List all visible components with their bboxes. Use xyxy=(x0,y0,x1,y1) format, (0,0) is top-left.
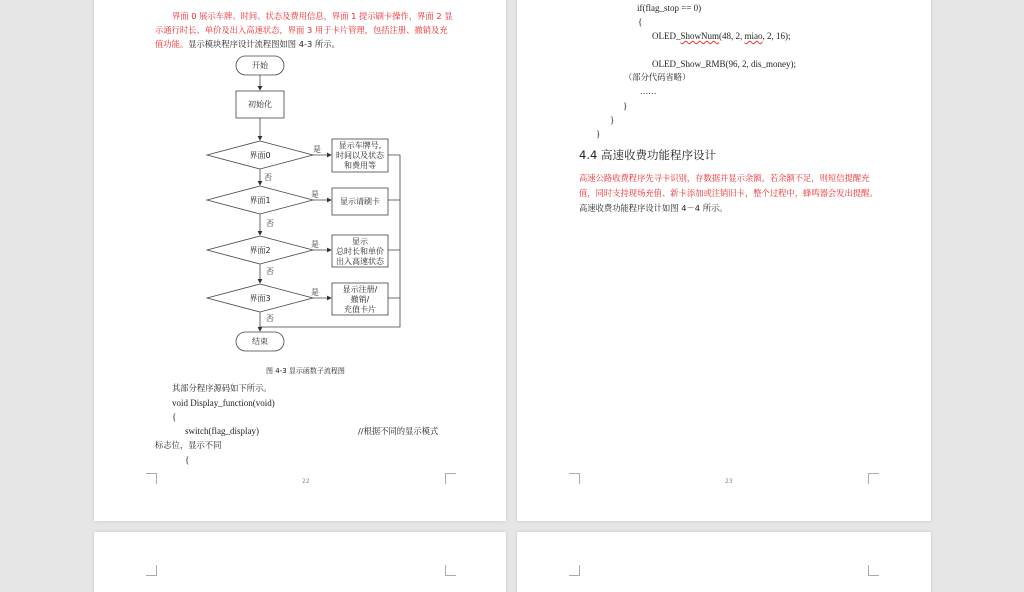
code-line: } xyxy=(623,101,628,111)
code-line: if(flag_stop == 0) xyxy=(637,3,702,13)
margin-mark xyxy=(146,565,157,576)
decision-1-label: 界面1 xyxy=(249,196,271,205)
code-line: switch(flag_display) xyxy=(185,426,259,436)
paragraph-line-2: 值，同时支持现场充值、新卡添加或注销旧卡，整个过程中，蜂鸣器会发出提醒。 xyxy=(579,188,878,198)
margin-mark xyxy=(569,473,580,484)
code-line xyxy=(652,29,791,44)
paragraph-line-1: 高速公路收费程序先寻卡识别，存数据并显示余额。若余额不足，则短信提醒充 xyxy=(579,173,870,183)
code-seg-spell: miao xyxy=(744,31,763,41)
intro-line-2: 示通行时长、单价及出入高速状态，界面 3 用于卡片管理，包括注册、撤销及充 xyxy=(155,25,448,35)
code-seg: , 2, 16); xyxy=(762,31,791,41)
box-3-line: 充值卡片 xyxy=(344,305,376,314)
decision-0-label: 界面0 xyxy=(249,151,271,160)
yes-label: 是 xyxy=(311,240,319,249)
margin-mark xyxy=(569,565,580,576)
code-line: { xyxy=(172,412,177,422)
section-heading: 4.4 高速收费功能程序设计 xyxy=(579,148,716,162)
code-seg: OLED_ xyxy=(652,31,681,41)
margin-mark xyxy=(445,473,456,484)
page-number: 22 xyxy=(302,478,310,485)
intro-black: 显示模块程序设计流程图如图 4-3 所示。 xyxy=(188,39,340,49)
code-comment: //根据不同的显示模式 xyxy=(358,426,439,436)
start-label: 开始 xyxy=(252,61,268,70)
code-line: { xyxy=(185,455,190,465)
box-0-line: 时间以及状态 xyxy=(336,151,384,160)
code-omitted: （部分代码省略） xyxy=(624,72,691,82)
box-3-line: 撤销/ xyxy=(350,295,370,304)
no-label: 否 xyxy=(266,314,274,323)
margin-mark xyxy=(146,473,157,484)
end-label: 结束 xyxy=(252,337,268,346)
box-0-line: 显示车牌号, xyxy=(338,141,382,150)
code-ellipsis: …… xyxy=(640,86,657,96)
code-line: void Display_function(void) xyxy=(172,398,275,408)
no-label: 否 xyxy=(266,219,274,228)
code-comment-wrap: 标志位，显示不同 xyxy=(155,440,222,450)
decision-3-label: 界面3 xyxy=(249,294,271,303)
box-3-line: 显示注册/ xyxy=(342,285,378,294)
paragraph-line-3: 高速收费功能程序设计如图 4－4 所示。 xyxy=(579,203,728,213)
code-seg-spell: ShowNum xyxy=(680,31,720,41)
figure-caption: 图 4-3 显示函数子流程图 xyxy=(266,367,345,375)
intro-line-1: 界面 0 展示车牌、时间、状态及费用信息，界面 1 提示刷卡操作，界面 2 显 xyxy=(172,11,453,21)
intro-red-tail: 值功能。 xyxy=(155,39,189,49)
margin-mark xyxy=(868,473,879,484)
yes-label: 是 xyxy=(311,190,319,199)
code-line: OLED_Show_RMB(96, 2, dis_money); xyxy=(652,59,796,69)
yes-label: 是 xyxy=(313,145,321,154)
source-intro: 其部分程序源码如下所示。 xyxy=(172,383,272,393)
decision-2-label: 界面2 xyxy=(249,246,271,255)
yes-label: 是 xyxy=(311,288,319,297)
box-2-line: 总时长和单价 xyxy=(336,247,384,256)
margin-mark xyxy=(445,565,456,576)
box-2-line: 显示 xyxy=(352,237,368,246)
init-label: 初始化 xyxy=(248,100,272,109)
margin-mark xyxy=(868,565,879,576)
code-line: } xyxy=(610,115,615,125)
box-2-line: 出入高速状态 xyxy=(336,257,384,266)
code-line: { xyxy=(638,17,643,27)
no-label: 否 xyxy=(266,267,274,276)
code-line: } xyxy=(596,129,601,139)
box-1-line: 显示请刷卡 xyxy=(340,197,380,206)
code-seg: (48, 2, xyxy=(719,31,745,41)
no-label: 否 xyxy=(264,173,272,182)
box-0-line: 和费用等 xyxy=(344,161,376,170)
page-number: 23 xyxy=(725,478,733,485)
